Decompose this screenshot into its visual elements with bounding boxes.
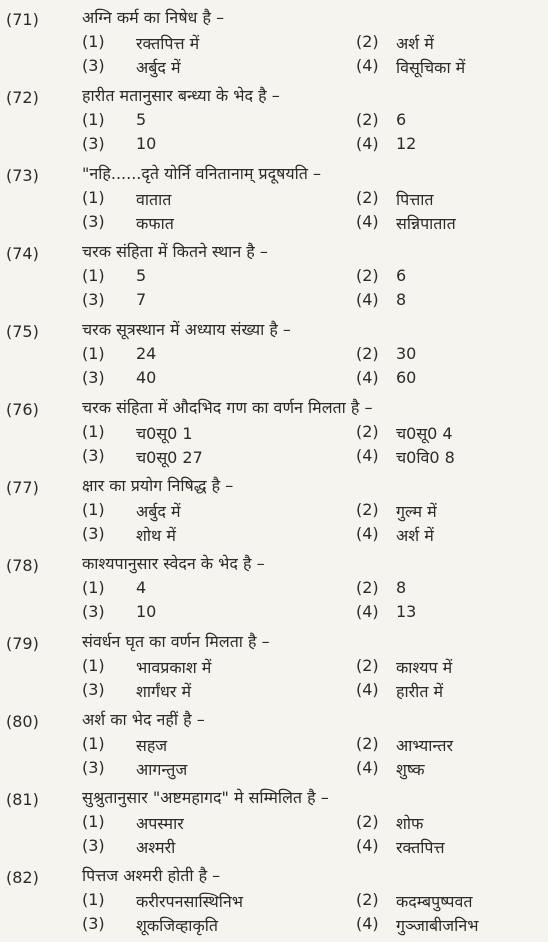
question-number: (74) xyxy=(6,244,39,263)
option-text: अश्मरी xyxy=(136,838,176,857)
option-number: (1) xyxy=(82,32,105,51)
option-text: अर्श में xyxy=(396,526,434,545)
option-text: अर्बुद में xyxy=(136,58,181,77)
option-text: गुल्म में xyxy=(396,502,437,521)
option-number: (4) xyxy=(356,758,379,777)
option-number: (1) xyxy=(82,266,105,285)
question-number: (78) xyxy=(6,556,39,575)
option-text: वातात xyxy=(136,190,172,209)
option-number: (2) xyxy=(356,266,379,285)
option-text: भावप्रकाश में xyxy=(136,658,212,677)
question-78 xyxy=(0,552,548,628)
question-text: काश्यपानुसार स्वेदन के भेद है – xyxy=(82,554,265,573)
option-number: (2) xyxy=(356,32,379,51)
option-number: (2) xyxy=(356,422,379,441)
option-text: शार्गंधर में xyxy=(136,682,192,701)
option-text: शुष्क xyxy=(396,760,425,779)
option-text: च0सू0 27 xyxy=(136,448,203,467)
option-number: (3) xyxy=(82,368,105,387)
option-text: 5 xyxy=(136,266,147,285)
option-number: (3) xyxy=(82,758,105,777)
option-text: सन्निपातात xyxy=(396,214,456,233)
question-text: अर्श का भेद नहीं है – xyxy=(82,710,205,729)
option-text: 8 xyxy=(396,578,407,597)
option-text: करीरपनसास्थिनिभ xyxy=(136,892,243,911)
option-text: 40 xyxy=(136,368,157,387)
option-text: कफात xyxy=(136,214,174,233)
question-number: (81) xyxy=(6,790,39,809)
option-text: च0सू0 4 xyxy=(396,424,453,443)
option-number: (1) xyxy=(82,188,105,207)
option-text: च0वि0 8 xyxy=(396,448,455,467)
question-text: हारीत मतानुसार बन्ध्या के भेद है – xyxy=(82,86,280,105)
option-number: (2) xyxy=(356,734,379,753)
option-text: 6 xyxy=(396,110,407,129)
question-number: (82) xyxy=(6,868,39,887)
option-text: 13 xyxy=(396,602,417,621)
option-number: (1) xyxy=(82,344,105,363)
question-74 xyxy=(0,240,548,316)
option-number: (3) xyxy=(82,836,105,855)
question-number: (79) xyxy=(6,634,39,653)
question-number: (76) xyxy=(6,400,39,419)
option-number: (3) xyxy=(82,524,105,543)
option-number: (1) xyxy=(82,812,105,831)
question-76 xyxy=(0,396,548,472)
option-number: (4) xyxy=(356,446,379,465)
question-text: सुश्रुतानुसार "अष्टमहागद" मे सम्मिलित है – xyxy=(82,788,329,807)
question-72 xyxy=(0,84,548,160)
question-number: (75) xyxy=(6,322,39,341)
option-text: सहज xyxy=(136,736,168,755)
option-text: 12 xyxy=(396,134,417,153)
option-text: अर्श में xyxy=(396,34,434,53)
option-number: (4) xyxy=(356,836,379,855)
option-text: काश्यप में xyxy=(396,658,453,677)
question-text: चरक संहिता में औदभिद गण का वर्णन मिलता है – xyxy=(82,398,373,417)
option-number: (2) xyxy=(356,890,379,909)
question-number: (72) xyxy=(6,88,39,107)
option-number: (4) xyxy=(356,368,379,387)
question-71 xyxy=(0,6,548,82)
question-text: चरक संहिता में कितने स्थान है – xyxy=(82,242,268,261)
option-number: (4) xyxy=(356,212,379,231)
option-text: 24 xyxy=(136,344,157,363)
option-number: (2) xyxy=(356,110,379,129)
question-text: "नहि......दृते योर्नि वनितानाम् प्रदूषयति – xyxy=(82,164,321,183)
option-text: हारीत में xyxy=(396,682,444,701)
option-number: (1) xyxy=(82,656,105,675)
option-number: (1) xyxy=(82,500,105,519)
option-text: 30 xyxy=(396,344,417,363)
option-number: (4) xyxy=(356,680,379,699)
option-text: गुञ्जाबीजनिभ xyxy=(396,916,479,935)
question-77 xyxy=(0,474,548,550)
option-number: (4) xyxy=(356,524,379,543)
option-number: (1) xyxy=(82,422,105,441)
option-text: रक्तपित्त में xyxy=(136,34,200,53)
option-number: (3) xyxy=(82,212,105,231)
option-text: रक्तपित्त xyxy=(396,838,445,857)
option-text: आगन्तुज xyxy=(136,760,188,779)
option-number: (2) xyxy=(356,188,379,207)
option-text: 60 xyxy=(396,368,417,387)
option-number: (3) xyxy=(82,56,105,75)
option-text: 6 xyxy=(396,266,407,285)
option-number: (3) xyxy=(82,290,105,309)
option-number: (1) xyxy=(82,890,105,909)
option-text: विसूचिका में xyxy=(396,58,466,77)
option-text: 4 xyxy=(136,578,147,597)
option-text: आभ्यान्तर xyxy=(396,736,454,755)
question-number: (73) xyxy=(6,166,39,185)
option-number: (3) xyxy=(82,134,105,153)
option-number: (2) xyxy=(356,344,379,363)
option-text: 5 xyxy=(136,110,147,129)
option-number: (4) xyxy=(356,134,379,153)
option-text: 10 xyxy=(136,134,157,153)
option-number: (1) xyxy=(82,734,105,753)
option-text: शूकजिव्हाकृति xyxy=(136,916,219,935)
option-text: अर्बुद में xyxy=(136,502,181,521)
option-number: (3) xyxy=(82,446,105,465)
option-text: कदम्बपुष्पवत xyxy=(396,892,473,911)
option-number: (1) xyxy=(82,110,105,129)
question-text: संवर्धन घृत का वर्णन मिलता है – xyxy=(82,632,270,651)
option-text: 8 xyxy=(396,290,407,309)
option-text: अपस्मार xyxy=(136,814,184,833)
option-number: (3) xyxy=(82,680,105,699)
question-text: अग्नि कर्म का निषेध है – xyxy=(82,8,225,27)
option-text: शोफ xyxy=(396,814,424,833)
question-81 xyxy=(0,786,548,862)
option-text: 7 xyxy=(136,290,147,309)
option-number: (4) xyxy=(356,914,379,933)
question-75 xyxy=(0,318,548,394)
question-73 xyxy=(0,162,548,238)
option-number: (2) xyxy=(356,812,379,831)
question-80 xyxy=(0,708,548,784)
option-number: (2) xyxy=(356,656,379,675)
option-number: (2) xyxy=(356,578,379,597)
question-text: चरक सूत्रस्थान में अध्याय संख्या है – xyxy=(82,320,291,339)
option-number: (2) xyxy=(356,500,379,519)
option-number: (3) xyxy=(82,914,105,933)
question-number: (80) xyxy=(6,712,39,731)
question-number: (77) xyxy=(6,478,39,497)
option-text: च0सू0 1 xyxy=(136,424,193,443)
option-number: (4) xyxy=(356,602,379,621)
question-82 xyxy=(0,864,548,940)
question-text: क्षार का प्रयोग निषिद्ध है – xyxy=(82,476,234,495)
option-text: शोथ में xyxy=(136,526,176,545)
option-number: (4) xyxy=(356,56,379,75)
option-number: (4) xyxy=(356,290,379,309)
option-text: 10 xyxy=(136,602,157,621)
option-number: (1) xyxy=(82,578,105,597)
option-number: (3) xyxy=(82,602,105,621)
question-79 xyxy=(0,630,548,706)
question-text: पित्तज अश्मरी होती है – xyxy=(82,866,221,885)
question-number: (71) xyxy=(6,10,39,29)
option-text: पित्तात xyxy=(396,190,434,209)
